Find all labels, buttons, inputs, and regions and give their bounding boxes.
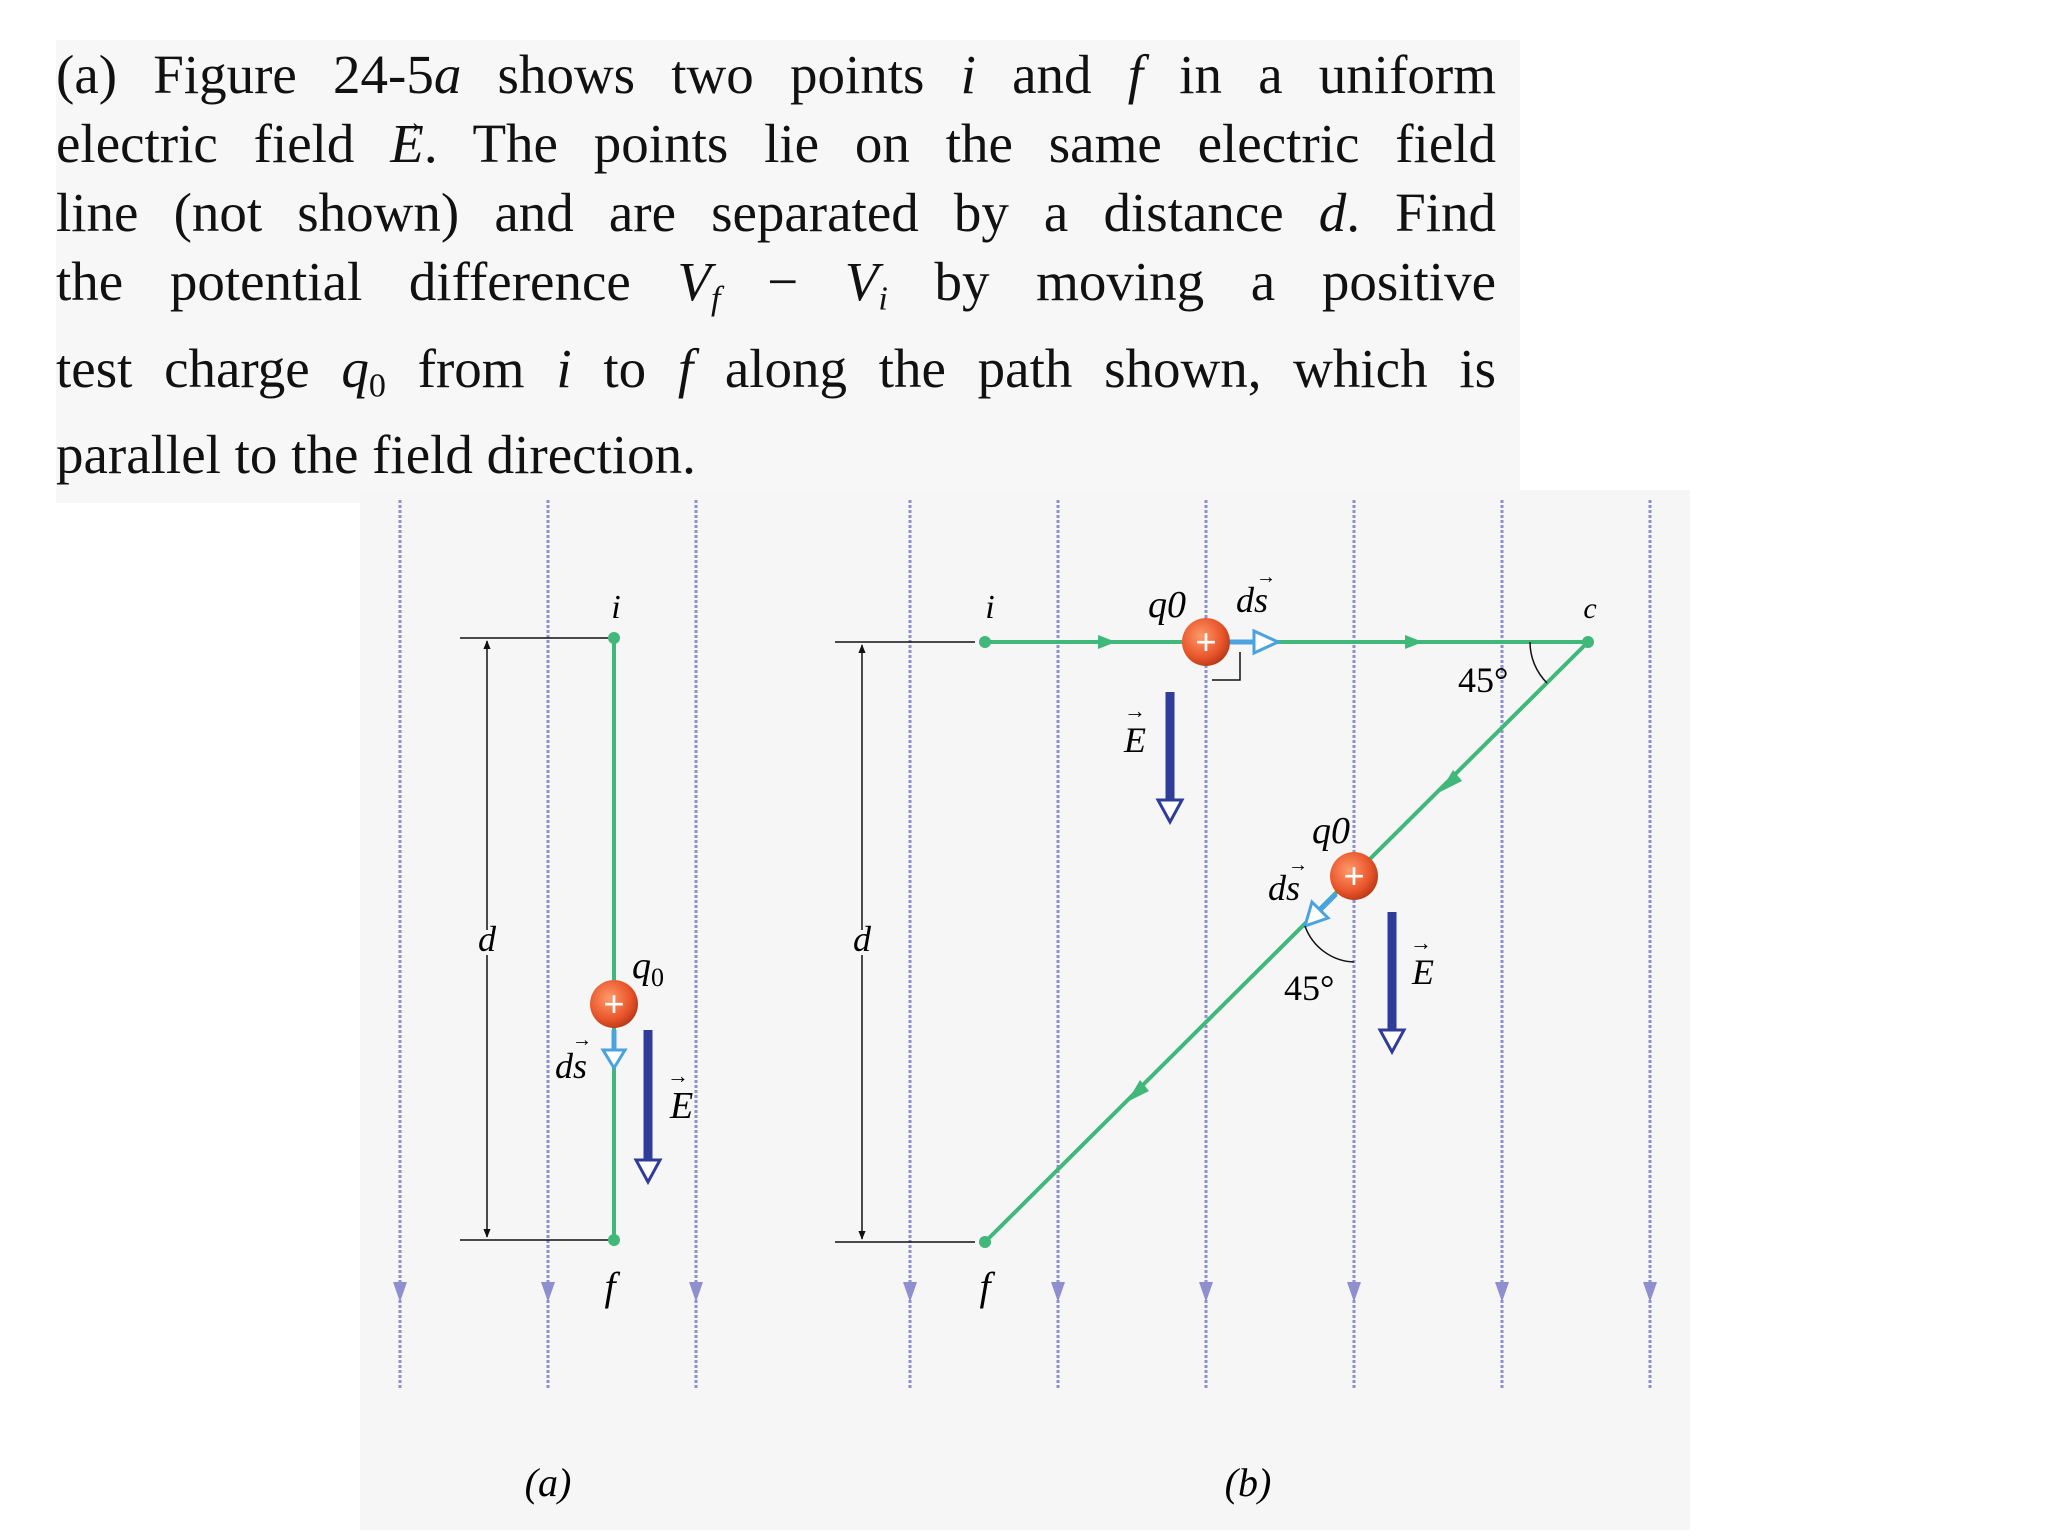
ds-label-a-arrow: →	[572, 1029, 592, 1051]
field-label-top-b: E	[1124, 720, 1146, 760]
charge-label-top-b: q0	[1148, 584, 1186, 626]
problem-line-5: test charge $q_0$ from i to f along the path shown, which is	[56, 337, 1497, 405]
problem-line-6: parallel to the field direction.	[56, 424, 696, 486]
charge-sign-a: +	[603, 984, 625, 1026]
charge-label-a-text: q	[632, 945, 651, 987]
angle-label-charge: 45°	[1284, 968, 1335, 1008]
ds-label-top-b-arrow: →	[1256, 566, 1276, 588]
point-i-a	[608, 632, 620, 644]
charge-sign-top-b: +	[1195, 622, 1217, 664]
field-label-diag-b: E	[1412, 952, 1434, 992]
problem-line-2: electric field E →. The points lie on the same electric field	[56, 109, 1496, 178]
point-label-i-b: i	[985, 589, 995, 626]
problem-line-4: the potential difference $V_f - V_i$ by moving a positive	[56, 251, 1496, 318]
distance-label-b: d	[853, 919, 871, 959]
caption-a: (a)	[524, 1460, 572, 1505]
point-label-i-a: i	[611, 589, 621, 626]
problem-line-3: line (not shown) and are separated by a distance d. Find	[56, 182, 1496, 243]
angle-label-corner: 45°	[1458, 660, 1509, 700]
ds-label-top-b: ds	[1236, 580, 1269, 620]
ds-label-a: ds	[555, 1046, 588, 1086]
ds-label-diag-b-arrow: →	[1288, 854, 1308, 876]
field-label-top-b-arrow: →	[1124, 698, 1146, 723]
charge-label-diag-b: q0	[1312, 810, 1350, 852]
charge-subscript: 0	[651, 963, 664, 992]
field-label-a: E	[670, 1085, 694, 1127]
problem-line-1: (a) Figure 24-5a shows two points i and f in a uniform	[56, 44, 1496, 105]
figure-background	[360, 490, 1690, 1530]
point-label-c: c	[1583, 592, 1597, 625]
field-label-a-arrow: →	[667, 1063, 689, 1088]
point-label-f-b: f	[979, 1264, 991, 1309]
point-c	[1582, 636, 1594, 648]
point-label-f-a: f	[604, 1264, 616, 1309]
point-f-b	[979, 1236, 991, 1248]
caption-b: (b)	[1224, 1460, 1272, 1505]
point-f-a	[608, 1234, 620, 1246]
distance-label-a: d	[478, 919, 496, 959]
field-label-diag-b-arrow: →	[1410, 930, 1432, 955]
ds-label-diag-b: ds	[1268, 868, 1301, 908]
charge-sign-diag-b: +	[1343, 856, 1365, 898]
point-i-b	[979, 636, 991, 648]
